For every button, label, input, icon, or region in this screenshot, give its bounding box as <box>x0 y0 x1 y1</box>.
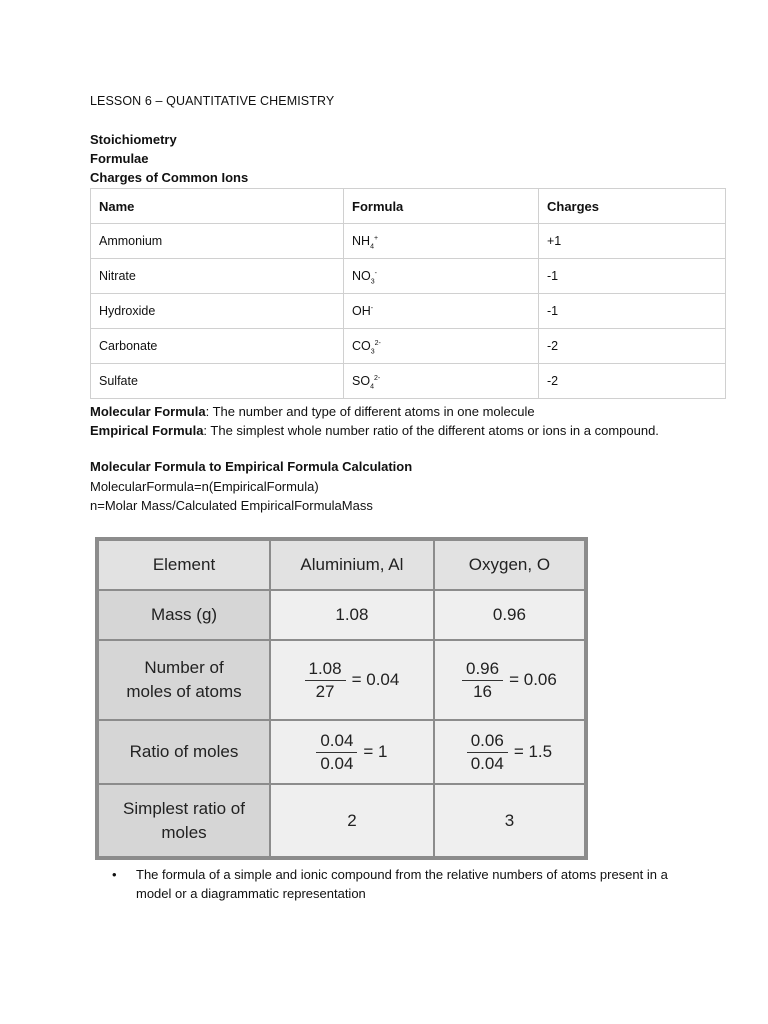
ion-charge: -2 <box>539 364 726 399</box>
bullet-icon: • <box>112 867 117 882</box>
cell-mass-label: Mass (g) <box>98 590 270 640</box>
ion-charge: -2 <box>539 329 726 364</box>
equation-molecular-formula: MolecularFormula=n(EmpiricalFormula) <box>90 479 319 494</box>
cell-ratio-label: Ratio of moles <box>98 720 270 784</box>
table-row <box>91 364 726 399</box>
cell-simplest-al: 2 <box>270 784 434 857</box>
heading-stoichiometry: Stoichiometry <box>90 132 177 147</box>
cell-simplest-o: 3 <box>434 784 585 857</box>
cell-ratio-al: $\frac{0.04}{0.04}$ = 1 <box>270 720 434 784</box>
cell-aluminium: Aluminium, Al <box>270 540 434 590</box>
ion-charge: -1 <box>539 294 726 329</box>
ions-table <box>90 188 726 399</box>
heading-charges-of-common-ions: Charges of Common Ions <box>90 170 249 185</box>
ions-header-name: Name <box>91 189 344 224</box>
cell-oxygen: Oxygen, O <box>434 540 585 590</box>
empirical-formula-definition: Empirical Formula: The simplest whole number ratio of the different atoms or ions in a compound. <box>90 423 659 438</box>
table-row <box>98 784 585 857</box>
ions-header-charges: Charges <box>539 189 726 224</box>
empirical-formula-worked-example-image <box>95 537 588 860</box>
cell-mass-al: 1.08 <box>270 590 434 640</box>
table-row <box>91 259 726 294</box>
worked-example-table <box>97 539 586 858</box>
ions-table-header-row <box>91 189 726 224</box>
heading-formulae: Formulae <box>90 151 149 166</box>
ion-name: Carbonate <box>91 329 344 364</box>
bullet-text: The formula of a simple and ionic compound from the relative numbers of atoms present in a model or a diagrammatic representation <box>136 867 668 901</box>
cell-moles-al: $\frac{1.08}{27}$ = 0.04 <box>270 640 434 720</box>
ion-charge: -1 <box>539 259 726 294</box>
ion-formula: $SO_4^{2-}$ <box>344 364 539 399</box>
molecular-formula-definition: Molecular Formula: The number and type of different atoms in one molecule <box>90 404 535 419</box>
ion-charge: +1 <box>539 224 726 259</box>
ion-formula: $NH_4^+$ <box>344 224 539 259</box>
bullet-list-item <box>112 865 672 903</box>
cell-element-label: Element <box>98 540 270 590</box>
ion-name: Ammonium <box>91 224 344 259</box>
table-row <box>91 294 726 329</box>
table-row <box>91 224 726 259</box>
heading-mf-to-ef-calculation: Molecular Formula to Empirical Formula Calculation <box>90 459 413 474</box>
equation-n: n=Molar Mass/Calculated EmpiricalFormulaMass <box>90 498 373 513</box>
table-row <box>98 540 585 590</box>
ion-name: Sulfate <box>91 364 344 399</box>
cell-mass-o: 0.96 <box>434 590 585 640</box>
table-row <box>98 590 585 640</box>
ion-name: Hydroxide <box>91 294 344 329</box>
cell-moles-o: $\frac{0.96}{16}$ = 0.06 <box>434 640 585 720</box>
ion-formula: OH- <box>344 294 539 329</box>
lesson-title: LESSON 6 – QUANTITATIVE CHEMISTRY <box>90 94 335 108</box>
table-row <box>91 329 726 364</box>
ion-formula: $NO_3^-$ <box>344 259 539 294</box>
ion-formula: $CO_3^{2-}$ <box>344 329 539 364</box>
ions-header-formula: Formula <box>344 189 539 224</box>
cell-simplest-label: Simplest ratio of moles <box>98 784 270 857</box>
table-row <box>98 720 585 784</box>
ion-name: Nitrate <box>91 259 344 294</box>
cell-moles-label: Number of moles of atoms <box>98 640 270 720</box>
cell-ratio-o: $\frac{0.06}{0.04}$ = 1.5 <box>434 720 585 784</box>
table-row <box>98 640 585 720</box>
